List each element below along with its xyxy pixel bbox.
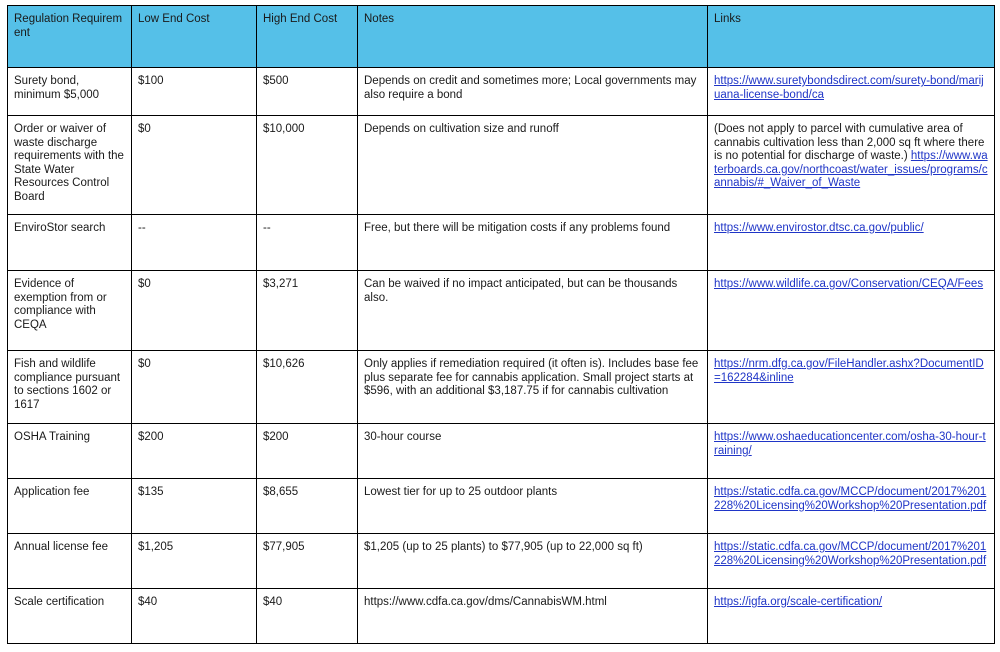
requirement-cell: EnviroStor search [8,215,132,271]
links-cell [708,116,995,215]
high-cost-cell: $10,626 [257,351,358,424]
notes-cell: Lowest tier for up to 25 outdoor plants [358,479,708,534]
notes-cell: Free, but there will be mitigation costs if any problems found [358,215,708,271]
table-row [8,68,995,116]
low-cost-cell: $1,205 [132,534,257,589]
header-high-end-cost: High End Cost [257,6,358,68]
links-cell [708,271,995,351]
low-cost-cell: -- [132,215,257,271]
high-cost-cell: $40 [257,589,358,644]
low-cost-cell: $200 [132,424,257,479]
notes-cell: Depends on cultivation size and runoff [358,116,708,215]
table-row [8,589,995,644]
high-cost-cell: $3,271 [257,271,358,351]
header-notes: Notes [358,6,708,68]
link[interactable]: https://static.cdfa.ca.gov/MCCP/document/2017%201228%20Licensing%20Workshop%20Presentation.pdf [714,486,987,512]
low-cost-cell: $100 [132,68,257,116]
table-row [8,534,995,589]
low-cost-cell: $40 [132,589,257,644]
low-cost-cell: $0 [132,116,257,215]
links-cell [708,351,995,424]
links-cell [708,215,995,271]
high-cost-cell: $10,000 [257,116,358,215]
links-cell [708,424,995,479]
requirement-cell: Surety bond, minimum $5,000 [8,68,132,116]
table-row [8,271,995,351]
notes-cell: https://www.cdfa.ca.gov/dms/CannabisWM.html [358,589,708,644]
header-low-end-cost: Low End Cost [132,6,257,68]
requirement-cell: OSHA Training [8,424,132,479]
requirement-cell: Order or waiver of waste discharge requirements with the State Water Resources Control Board [8,116,132,215]
link[interactable]: https://igfa.org/scale-certification/ [714,596,883,608]
links-cell [708,534,995,589]
high-cost-cell: $500 [257,68,358,116]
link[interactable]: https://www.waterboards.ca.gov/northcoast/water_issues/programs/cannabis/#_Waiver_of_Waste [714,150,988,189]
table-row [8,215,995,271]
requirement-cell: Evidence of exemption from or compliance with CEQA [8,271,132,351]
link[interactable]: https://nrm.dfg.ca.gov/FileHandler.ashx?DocumentID=162284&inline [714,358,984,384]
table-row [8,351,995,424]
link[interactable]: https://www.envirostor.dtsc.ca.gov/public/ [714,222,924,234]
requirement-cell: Fish and wildlife compliance pursuant to sections 1602 or 1617 [8,351,132,424]
link[interactable]: https://static.cdfa.ca.gov/MCCP/document/2017%201228%20Licensing%20Workshop%20Presentation.pdf [714,541,987,567]
link-note: (Does not apply to parcel with cumulative area of cannabis cultivation less than 2,000 sq ft where there is no potential for discharge of waste.) [714,123,985,162]
notes-cell: Only applies if remediation required (it often is). Includes base fee plus separate fee for cannabis application. Small project starts at $596, with an additional $3,187.75 if for cannabis cultivation [358,351,708,424]
link[interactable]: https://www.suretybondsdirect.com/surety-bond/marijuana-license-bond/ca [714,75,984,101]
links-cell [708,68,995,116]
header-links: Links [708,6,995,68]
regulation-cost-table [7,5,995,644]
header-row [8,6,995,68]
notes-cell: $1,205 (up to 25 plants) to $77,905 (up to 22,000 sq ft) [358,534,708,589]
links-cell [708,479,995,534]
notes-cell: Depends on credit and sometimes more; Local governments may also require a bond [358,68,708,116]
low-cost-cell: $0 [132,271,257,351]
notes-cell: Can be waived if no impact anticipated, but can be thousands also. [358,271,708,351]
high-cost-cell: $200 [257,424,358,479]
low-cost-cell: $0 [132,351,257,424]
header-requirement: Regulation Requirement [8,6,132,68]
requirement-cell: Application fee [8,479,132,534]
table-row [8,479,995,534]
table-row [8,424,995,479]
links-cell [708,589,995,644]
high-cost-cell: $77,905 [257,534,358,589]
link[interactable]: https://www.wildlife.ca.gov/Conservation/CEQA/Fees [714,278,984,290]
high-cost-cell: $8,655 [257,479,358,534]
low-cost-cell: $135 [132,479,257,534]
high-cost-cell: -- [257,215,358,271]
table-row [8,116,995,215]
notes-cell: 30-hour course [358,424,708,479]
requirement-cell: Scale certification [8,589,132,644]
requirement-cell: Annual license fee [8,534,132,589]
link[interactable]: https://www.oshaeducationcenter.com/osha-30-hour-training/ [714,431,986,457]
